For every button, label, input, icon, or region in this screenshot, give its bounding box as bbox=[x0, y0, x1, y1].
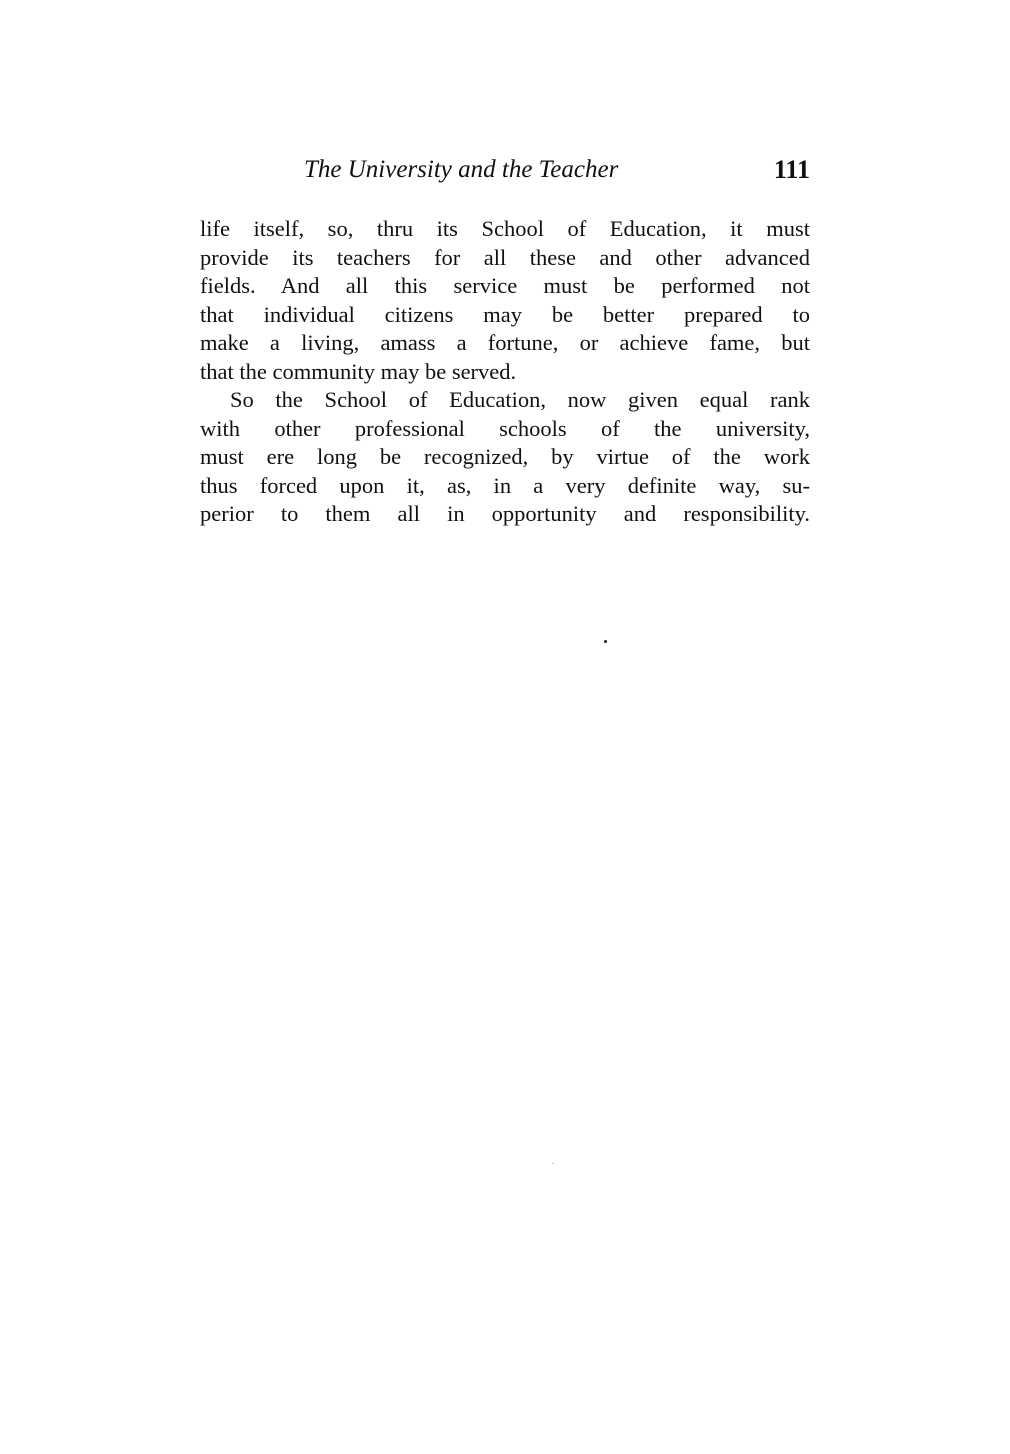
text-line: must ere long be recognized, by virtue of the work bbox=[200, 444, 810, 469]
paragraph-1 bbox=[200, 215, 810, 386]
scan-speck bbox=[552, 1163, 553, 1164]
paragraph-2 bbox=[200, 386, 810, 529]
text-line: perior to them all in opportunity and responsibility. bbox=[200, 501, 810, 526]
text-line: So the School of Education, now given equal rank bbox=[230, 387, 810, 412]
scan-speck bbox=[604, 640, 607, 643]
text-line: with other professional schools of the university, bbox=[200, 415, 810, 441]
text-line: life itself, so, thru its School of Education, it must bbox=[200, 216, 810, 241]
running-head bbox=[200, 152, 810, 188]
page-number: 111 bbox=[773, 155, 810, 184]
text-line: thus forced upon it, as, in a very definite way, su- bbox=[200, 472, 810, 498]
text-line: make a living, amass a fortune, or achieve fame, but bbox=[200, 330, 810, 355]
body-text bbox=[200, 215, 810, 529]
text-line: that the community may be served. bbox=[200, 358, 517, 384]
text-line: fields. And all this service must be performed not bbox=[200, 273, 810, 298]
running-title: The University and the Teacher bbox=[304, 156, 619, 183]
text-line: provide its teachers for all these and other advanced bbox=[200, 244, 810, 270]
text-line: that individual citizens may be better prepared to bbox=[200, 301, 810, 327]
